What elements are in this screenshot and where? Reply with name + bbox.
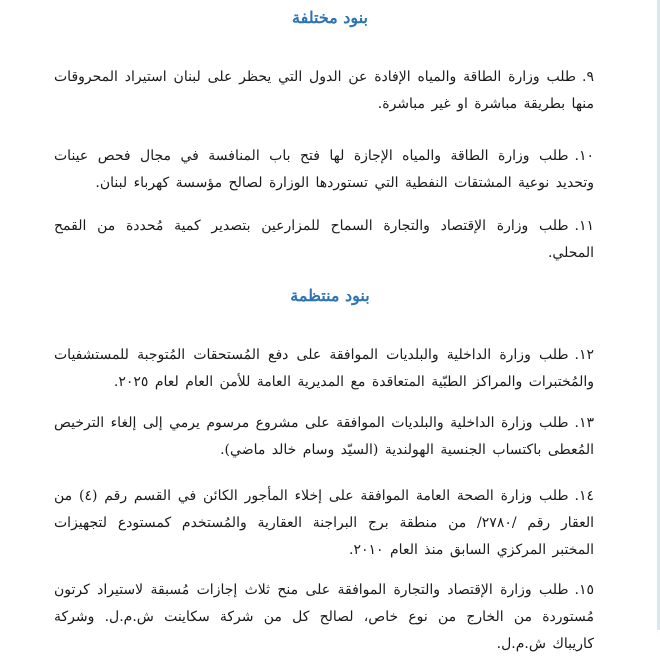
item-number: ١١. xyxy=(574,218,594,234)
item-text: طلب وزارة الإقتصاد والتجارة الموافقة على منح ثلاث إجازات مُسبقة لاستيراد كرتون مُستوردة من الخارج من نوع خاص، لصالح كل من شركة سكاينت ش.م.ل. وشركة كاريباك ش.م.ل. xyxy=(54,582,594,652)
item-text: طلب وزارة الداخلية والبلديات الموافقة على مشروع مرسوم يرمي إلى إلغاء الترخيص المُعطى باكتساب الجنسية الهولندية (السيّد وسام خالد ماضي). xyxy=(54,415,594,458)
agenda-item-13 xyxy=(54,410,594,464)
agenda-item-9 xyxy=(54,64,594,118)
item-text: طلب وزارة الطاقة والمياه الإجازة لها فتح باب المنافسة في مجال فحص عينات وتحديد نوعية المشتقات النفطية التي تستوردها الوزارة لصالح مؤسسة كهرباء لبنان. xyxy=(54,148,594,191)
section-heading-regular-items: بنود منتظمة xyxy=(290,286,370,305)
item-number: ١٤. xyxy=(574,488,594,504)
agenda-item-14 xyxy=(54,483,594,564)
item-number: ١٣. xyxy=(574,415,594,431)
section-heading-misc-items: بنود مختلفة xyxy=(292,8,368,27)
item-number: ١٠. xyxy=(574,148,594,164)
item-number: ١٥. xyxy=(574,582,594,598)
agenda-item-12 xyxy=(54,342,594,396)
agenda-item-11 xyxy=(54,213,594,267)
item-text: طلب وزارة الطاقة والمياه الإفادة عن الدول التي يحظر على لبنان استيراد المحروقات منها بطريقة مباشرة او غير مباشرة. xyxy=(54,69,594,112)
item-text: طلب وزارة الإقتصاد والتجارة السماح للمزارعين بتصدير كمية مُحددة من القمح المحلي. xyxy=(54,218,594,261)
item-number: ١٢. xyxy=(574,347,594,363)
item-number: ٩. xyxy=(582,69,594,85)
item-text: طلب وزارة الصحة العامة الموافقة على إخلاء المأجور الكائن في القسم رقم (٤) من العقار رقم /٢٧٨٠/ من منطقة برج البراجنة العقارية والمُستخدم كمستودع لتجهيزات المختبر المركزي السابق منذ العام ٢٠١٠. xyxy=(54,488,595,558)
item-text: طلب وزارة الداخلية والبلديات الموافقة على دفع المُستحقات المُتوجبة للمستشفيات والمُختبرات والمراكز الطبّية المتعاقدة مع المديرية العامة للأمن العام لعام ٢٠٢٥. xyxy=(54,347,594,390)
agenda-item-10 xyxy=(54,143,594,197)
agenda-item-15 xyxy=(54,577,594,658)
